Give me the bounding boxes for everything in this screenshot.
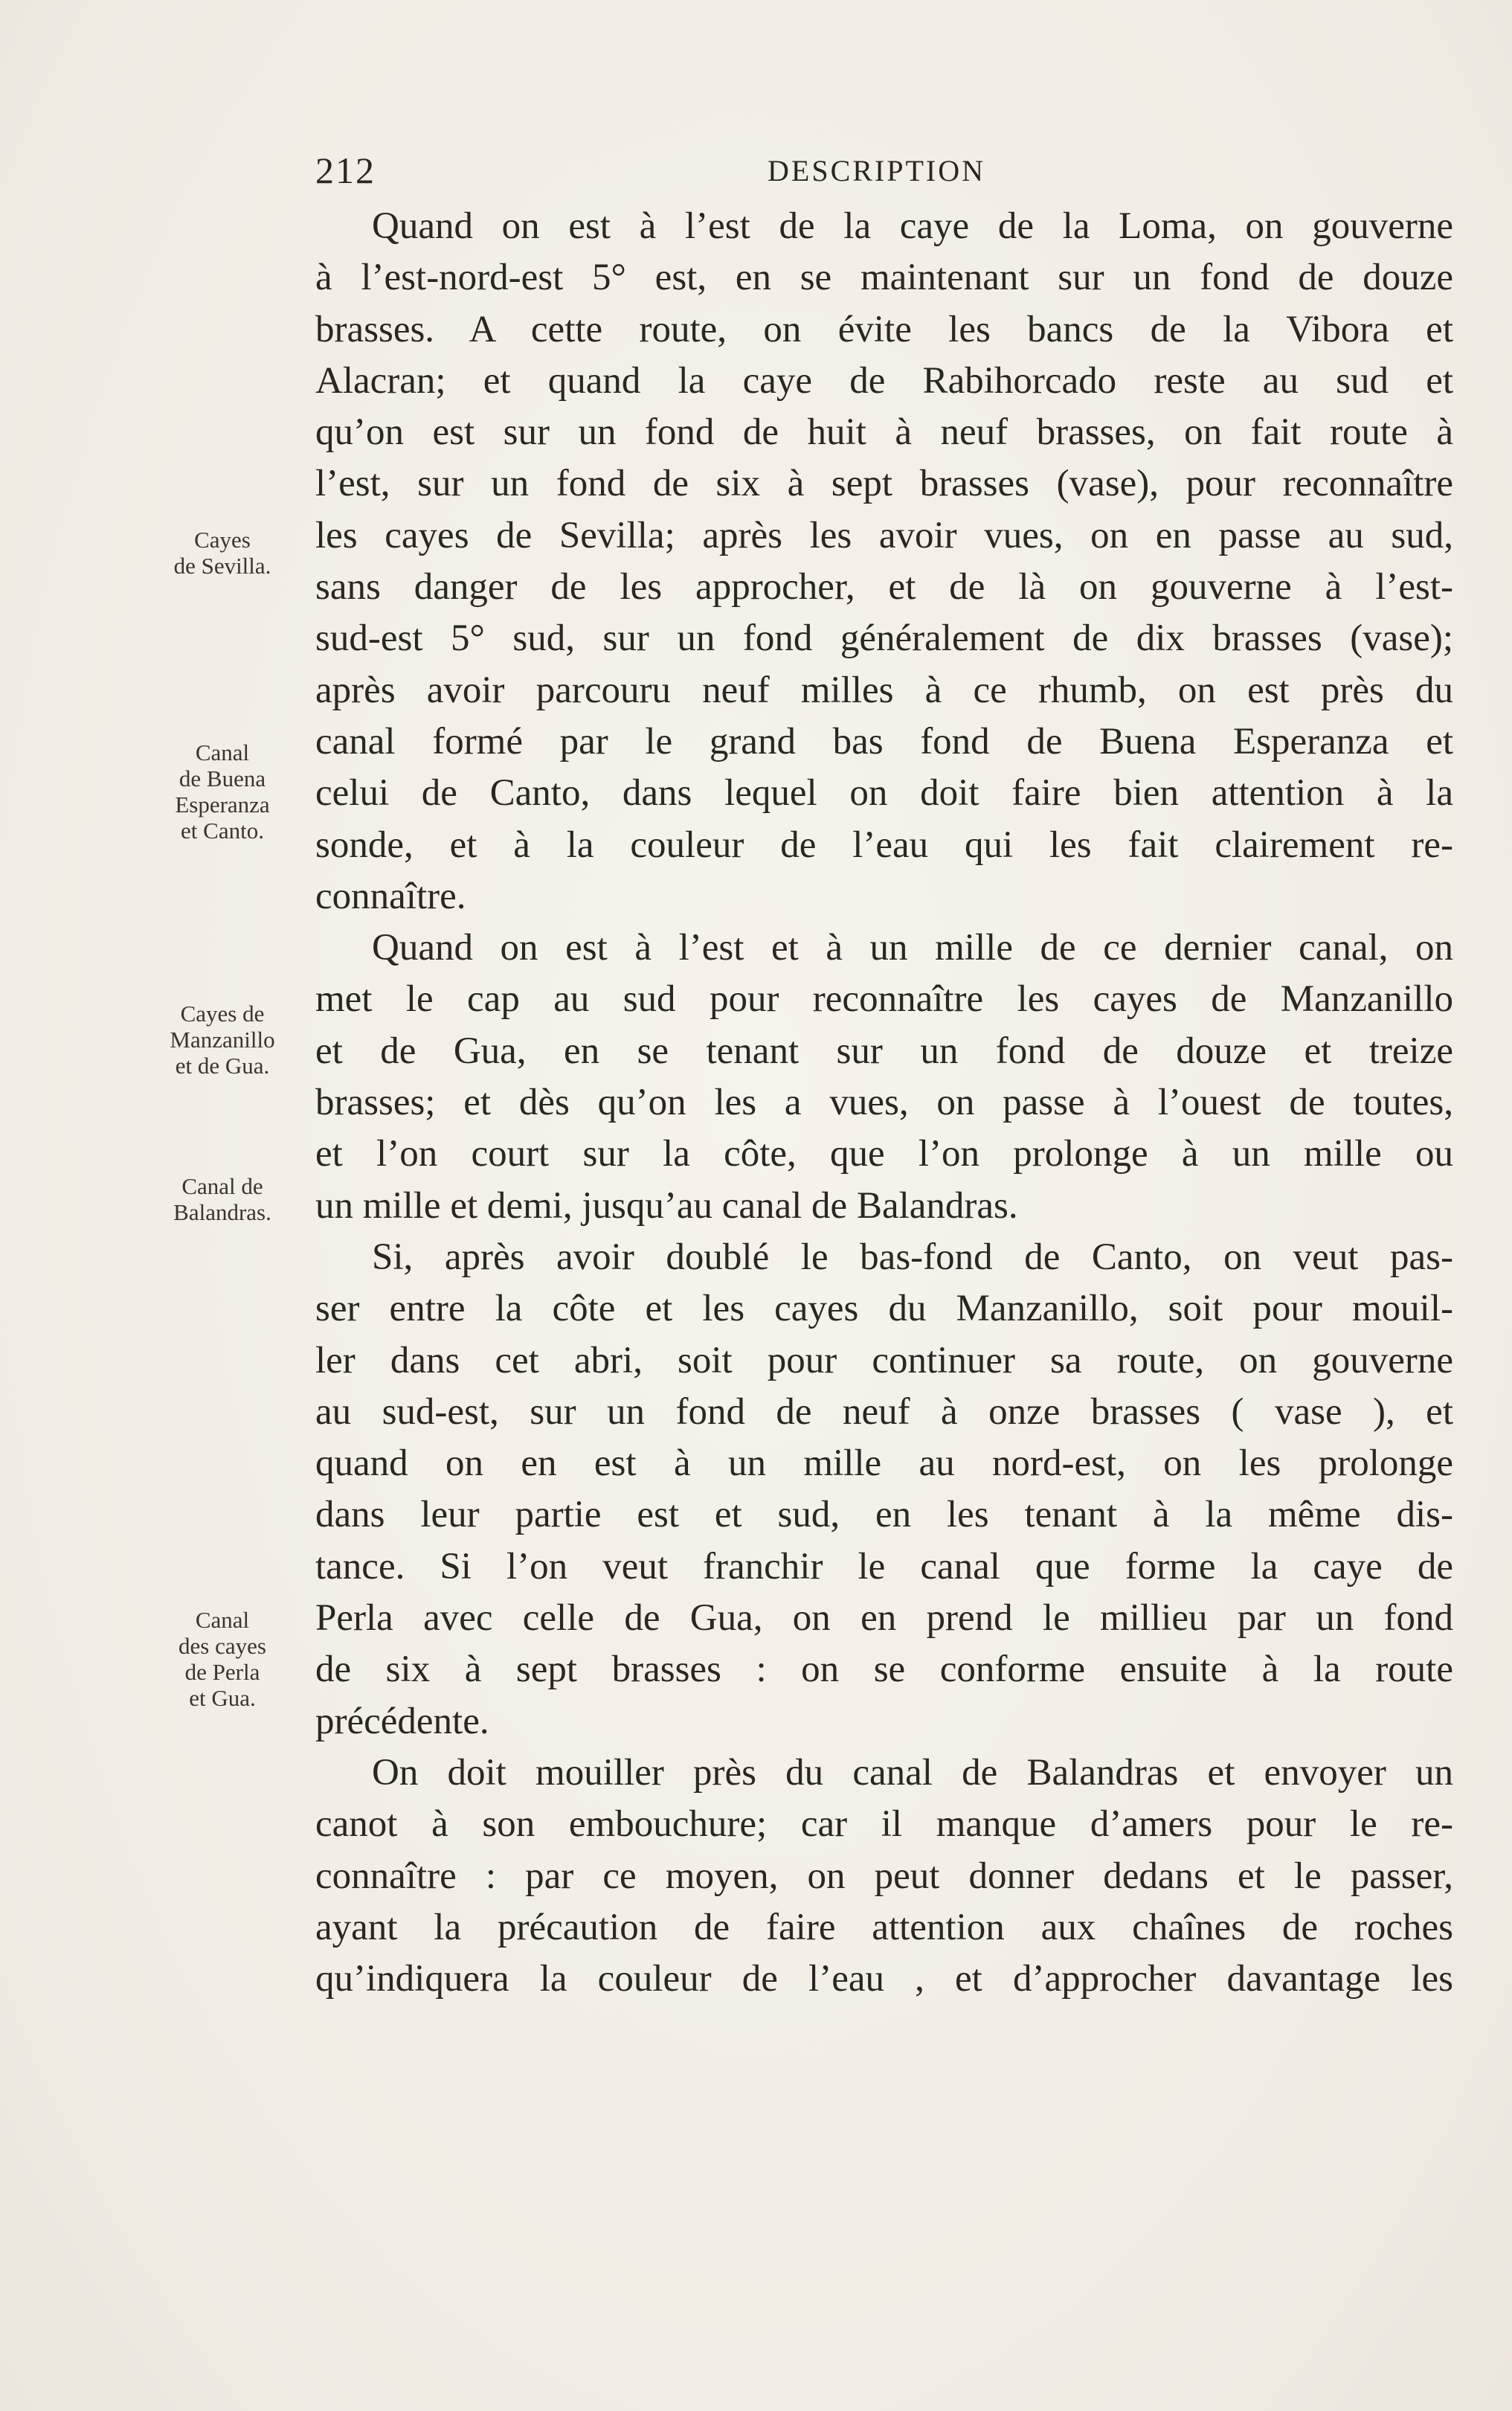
text-line: connaître : par ce moyen, on peut donner dedans et le passer, xyxy=(315,1855,1453,1897)
margin-note-line: et Canto. xyxy=(181,818,264,844)
margin-note-line: Cayes de xyxy=(180,1001,265,1027)
text-line: tance. Si l’on veut franchir le canal que forme la caye de xyxy=(315,1545,1453,1587)
text-line: précédente. xyxy=(315,1700,489,1742)
text-line: ler dans cet abri, soit pour continuer sa route, on gouverne xyxy=(315,1339,1453,1381)
margin-note-line: de Sevilla. xyxy=(173,553,271,579)
text-line: et l’on court sur la côte, que l’on prolonge à un mille ou xyxy=(315,1133,1453,1175)
margin-note-canal-perla-gua xyxy=(141,1607,303,1711)
page-number: 212 xyxy=(315,150,376,191)
text-line: l’est, sur un fond de six à sept brasses (vase), pour reconnaître xyxy=(315,463,1453,505)
text-line: les cayes de Sevilla; après les avoir vues, on en passe au sud, xyxy=(315,514,1453,556)
text-line: qu’on est sur un fond de huit à neuf brasses, on fait route à xyxy=(315,411,1453,454)
text-line: On doit mouiller près du canal de Balandras et envoyer un xyxy=(372,1751,1453,1794)
text-line: au sud-est, sur un fond de neuf à onze brasses ( vase ), et xyxy=(315,1390,1453,1433)
margin-note-canal-balandras xyxy=(141,1173,303,1225)
text-line: brasses; et dès qu’on les a vues, on passe à l’ouest de toutes, xyxy=(315,1082,1453,1124)
text-line: après avoir parcouru neuf milles à ce rhumb, on est près du xyxy=(315,669,1453,711)
margin-note-line: Canal de xyxy=(181,1173,263,1199)
margin-note-line: des cayes xyxy=(178,1633,266,1659)
text-line: un mille et demi, jusqu’au canal de Balandras. xyxy=(315,1184,1018,1227)
margin-note-cayes-manzanillo xyxy=(141,1001,303,1079)
text-line: et de Gua, en se tenant sur un fond de douze et treize xyxy=(315,1030,1453,1072)
text-line: celui de Canto, dans lequel on doit faire bien attention à la xyxy=(315,772,1453,815)
margin-note-line: Cayes xyxy=(194,527,251,553)
margin-note-line: de Buena xyxy=(178,765,266,792)
page-header xyxy=(315,149,1453,201)
margin-note-line: Canal xyxy=(195,739,250,765)
text-line: quand on en est à un mille au nord-est, on les prolonge xyxy=(315,1442,1453,1485)
margin-note-line: Manzanillo xyxy=(170,1027,275,1053)
text-line: brasses. A cette route, on évite les bancs de la Vibora et xyxy=(315,308,1453,350)
text-line: Si, après avoir doublé le bas-fond de Canto, on veut pas- xyxy=(372,1236,1453,1278)
text-line: Quand on est à l’est et à un mille de ce dernier canal, on xyxy=(372,927,1453,969)
text-line: de six à sept brasses : on se conforme ensuite à la route xyxy=(315,1648,1453,1691)
margin-note-line: Canal xyxy=(195,1607,250,1633)
text-line: ser entre la côte et les cayes du Manzanillo, soit pour mouil- xyxy=(315,1288,1453,1330)
margin-note-line: et Gua. xyxy=(189,1685,256,1711)
text-line: connaître. xyxy=(315,875,466,917)
margin-note-line: Balandras. xyxy=(173,1199,271,1225)
margin-note-line: de Perla xyxy=(184,1659,260,1685)
text-line: qu’indiquera la couleur de l’eau , et d’approcher davantage les xyxy=(315,1958,1453,2000)
text-line: canot à son embouchure; car il manque d’amers pour le re- xyxy=(315,1803,1453,1846)
text-line: Perla avec celle de Gua, on en prend le millieu par un fond xyxy=(315,1597,1453,1640)
margin-note-line: et de Gua. xyxy=(175,1053,270,1079)
text-line: ayant la précaution de faire attention aux chaînes de roches xyxy=(315,1906,1453,1948)
margin-note-canal-buena-esperanza xyxy=(141,739,303,844)
text-line: dans leur partie est et sud, en les tenant à la même dis- xyxy=(315,1494,1453,1536)
text-line: sud-est 5° sud, sur un fond généralement de dix brasses (vase); xyxy=(315,617,1453,660)
text-line: à l’est-nord-est 5° est, en se maintenant sur un fond de douze xyxy=(315,257,1453,299)
text-line: met le cap au sud pour reconnaître les cayes de Manzanillo xyxy=(315,978,1453,1021)
margin-note-line: Esperanza xyxy=(175,792,270,818)
margin-note-cayes-de-sevilla xyxy=(141,527,303,579)
text-line: sonde, et à la couleur de l’eau qui les fait clairement re- xyxy=(315,824,1453,866)
body-text xyxy=(315,201,1453,2005)
text-line: canal formé par le grand bas fond de Buena Esperanza et xyxy=(315,720,1453,763)
text-line: Quand on est à l’est de la caye de la Loma, on gouverne xyxy=(372,205,1453,247)
running-head: DESCRIPTION xyxy=(768,154,986,187)
text-line: sans danger de les approcher, et de là on gouverne à l’est- xyxy=(315,566,1453,609)
text-line: Alacran; et quand la caye de Rabihorcado reste au sud et xyxy=(315,359,1453,402)
